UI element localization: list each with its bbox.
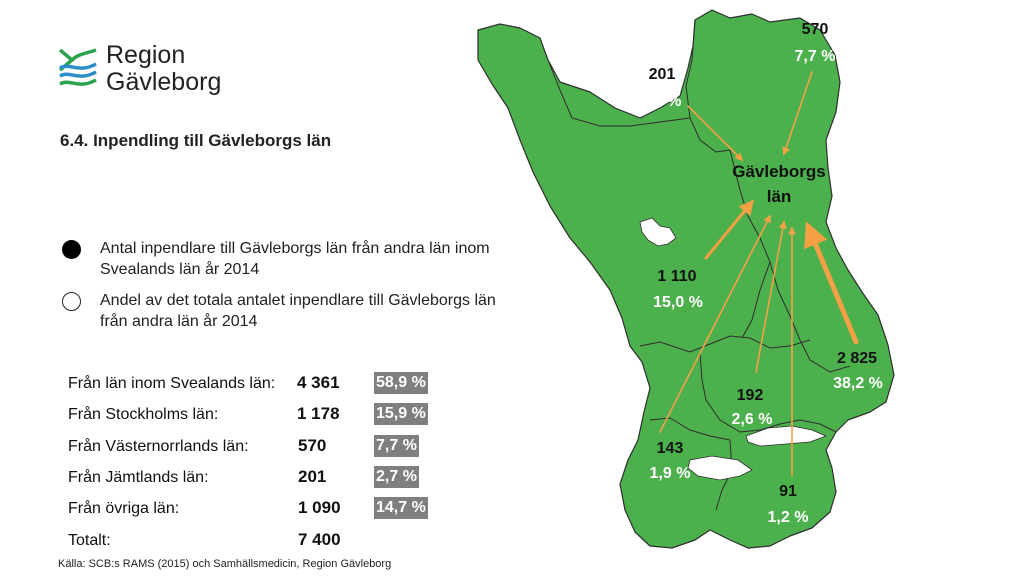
flow-count: 570 <box>801 21 829 38</box>
row-share-badge: 14,7 % <box>374 497 428 519</box>
flow-count: 201 <box>648 66 676 83</box>
source-note: Källa: SCB:s RAMS (2015) och Samhällsmedicin, Region Gävleborg <box>58 558 392 570</box>
flow-count: 2 825 <box>836 350 878 367</box>
flow-share: 1,2 % <box>767 509 809 526</box>
row-value: 570 <box>298 436 327 455</box>
legend-count-text: Antal inpendlare till Gävleborgs län från andra län inom Svealands län år 2014 <box>100 240 490 278</box>
row-label: Från övriga län: <box>68 500 180 517</box>
flow-share: 1,9 % <box>649 465 691 482</box>
flow-count: 91 <box>779 483 797 500</box>
flow-share: 2,7 % <box>640 93 682 110</box>
logo-text-line2: Gävleborg <box>106 68 222 96</box>
total-value: 7 400 <box>298 530 341 549</box>
row-value: 201 <box>298 467 327 486</box>
row-share-badge: 15,9 % <box>374 403 428 425</box>
destination-label-line2: län <box>766 187 792 206</box>
flow-share: 7,7 % <box>794 48 836 65</box>
row-label: Från län inom Svealands län: <box>68 375 276 392</box>
row-share-badge: 2,7 % <box>374 466 419 488</box>
flow-count: 192 <box>736 387 764 404</box>
flow-share: 2,6 % <box>731 411 773 428</box>
row-value: 4 361 <box>297 373 340 392</box>
legend-share-text: Andel av det totala antalet inpendlare till Gävleborgs län från andra län år 2014 <box>100 292 496 330</box>
logo-text-line1: Region <box>106 41 186 69</box>
row-share-badge: 7,7 % <box>374 435 419 457</box>
flow-count: 1 110 <box>657 268 697 285</box>
destination-label-line1: Gävleborgs <box>732 162 826 181</box>
row-value: 1 178 <box>297 404 340 423</box>
row-share-badge: 58,9 % <box>374 372 428 394</box>
row-label: Från Jämtlands län: <box>68 469 209 486</box>
total-label: Totalt: <box>68 532 111 549</box>
flow-share: 15,0 % <box>653 294 703 311</box>
flow-share: 38,2 % <box>833 375 883 392</box>
page-title: 6.4. Inpendling till Gävleborgs län <box>60 131 332 150</box>
row-label: Från Stockholms län: <box>68 406 219 423</box>
flow-count: 143 <box>656 440 684 457</box>
row-value: 1 090 <box>298 498 341 517</box>
row-label: Från Västernorrlands län: <box>68 438 249 455</box>
